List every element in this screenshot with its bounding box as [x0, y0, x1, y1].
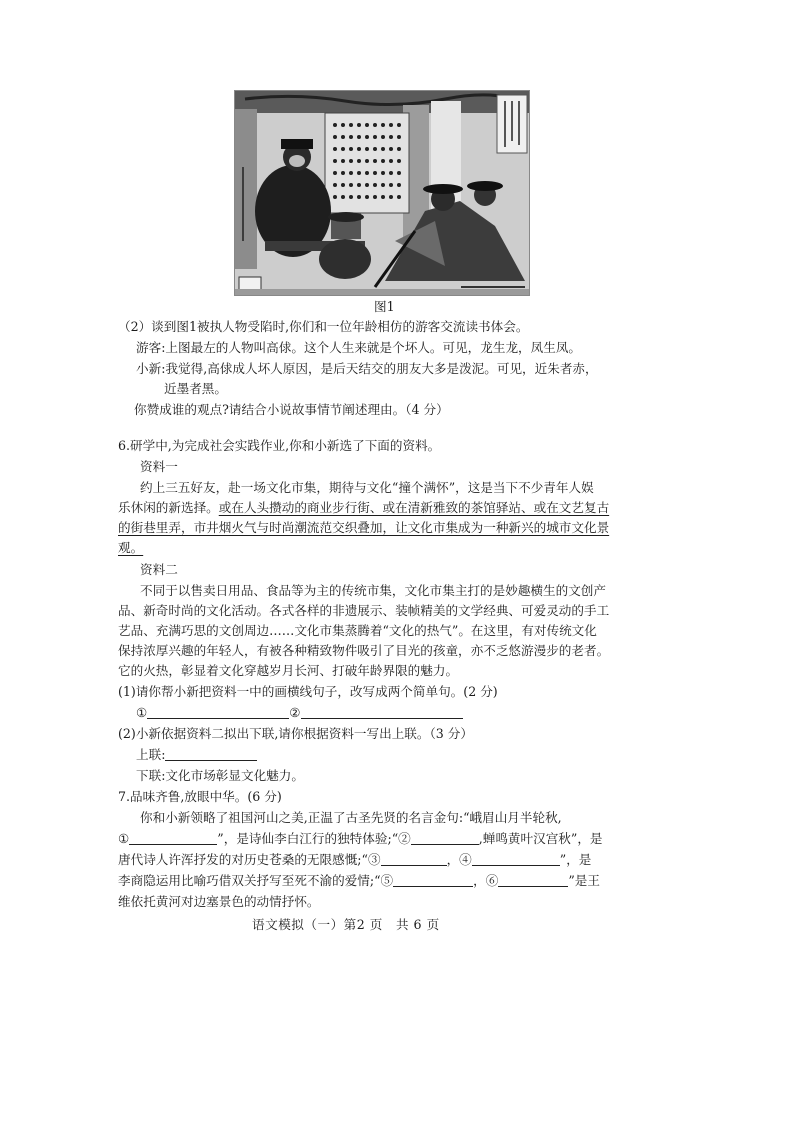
q6-sub1-prompt: (1)请你帮小新把资料一中的画横线句子，改写成两个简单句。(2 分) [118, 684, 498, 699]
q7-text: ”是王 [568, 873, 600, 888]
q5-2-tourist-view: 游客:上图最左的人物叫高俅。这个人生来就是个坏人。可见，龙生龙，凤生凤。 [136, 340, 582, 355]
woodcut-scene-image [235, 91, 530, 296]
answer-blank-2[interactable] [301, 705, 463, 719]
q6-lower-couplet: 下联:文化市场彰显文化魅力。 [136, 768, 304, 783]
q5-2-xiaoxin-view-cont: 近墨者黑。 [164, 381, 227, 396]
q7-text-row [118, 830, 603, 848]
q5-2-prompt: （2）谈到图1被执人物受陷时,你们和一位年龄相仿的游客交流读书体会。 [118, 319, 529, 334]
q6-material2-text: 品、新奇时尚的文化活动。各式各样的非遗展示、装帧精美的文学经典、可爱灵动的手工 [118, 603, 610, 618]
figure-caption: 图1 [374, 299, 395, 314]
page-footer: 语文模拟（一）第2 页 共 6 页 [252, 917, 440, 932]
q6-material1-plain: 乐休闲的新选择。 [118, 500, 219, 515]
q6-material1-underlined: 或在人头攒动的商业步行街、或在清新雅致的茶馆驿站、或在文艺复古 [218, 500, 610, 515]
q6-title: 6.研学中,为完成社会实践作业,你和小新选了下面的资料。 [118, 438, 441, 453]
answer-blank-1[interactable] [147, 705, 289, 719]
poem-blank-6[interactable] [498, 873, 568, 887]
poem-blank-4[interactable] [472, 852, 560, 866]
q7-text-row [118, 851, 591, 869]
q7-text: 维依托黄河对边塞景色的动情抒怀。 [118, 894, 320, 909]
q7-text: ”，是诗仙李白江行的独特体验;“② [217, 831, 411, 846]
q7-text: ，⑥ [473, 873, 499, 888]
poem-blank-1[interactable] [129, 831, 217, 845]
q6-material2-text: 不同于以售卖日用品、食品等为主的传统市集，文化市集主打的是妙趣横生的文创产 [140, 583, 606, 598]
poem-blank-5[interactable] [393, 873, 473, 887]
q6-material1-underlined: 的街巷里弄，市井烟火气与时尚潮流范交织叠加，让文化市集成为一种新兴的城市文化景 [118, 520, 610, 535]
answer-marker-2: ② [289, 705, 301, 720]
q7-text: ,蝉鸣黄叶汉宫秋”，是 [478, 831, 603, 846]
q6-sub1-answer-row [136, 704, 463, 722]
q6-material2-label: 资料二 [140, 562, 178, 577]
blank-marker-1: ① [118, 831, 130, 846]
q7-text: 唐代诗人许浑抒发的对历史苍桑的无限感慨;“③ [118, 852, 381, 867]
q6-material1-label: 资料一 [140, 459, 178, 474]
q6-material2-text: 它的火热，彰显着文化穿越岁月长河、打破年龄界限的魅力。 [118, 663, 459, 678]
poem-blank-3[interactable] [381, 852, 447, 866]
q7-text-row [118, 872, 600, 890]
q6-upper-couplet-row [136, 746, 257, 764]
q6-material2-text: 保持浓厚兴趣的年轻人，有被各种精致物件吸引了目光的孩童，亦不乏悠游漫步的老者。 [118, 643, 610, 658]
upper-couplet-blank[interactable] [165, 747, 257, 761]
q6-material1-underlined: 观。 [118, 540, 144, 555]
q5-2-xiaoxin-view: 小新:我觉得,高俅成人坏人原因，是后天结交的朋友大多是泼泥。可见，近朱者赤， [136, 361, 598, 376]
q6-material1-text: 约上三五好友，赴一场文化市集，期待与文化“撞个满怀”，这是当下不少青年人娱 [140, 480, 594, 495]
q7-title: 7.品味齐鲁,放眼中华。(6 分) [118, 789, 282, 804]
q6-material2-text: 艺品、充满巧思的文创周边……文化市集蒸腾着“文化的热气”。在这里，有对传统文化 [118, 623, 597, 638]
figure-1-illustration [234, 90, 530, 296]
q6-sub2-prompt: (2)小新依据资料二拟出下联,请你根据资料一写出上联。（3 分） [118, 726, 473, 741]
upper-couplet-label: 上联: [136, 747, 166, 762]
q7-text: 李商隐运用比喻巧借双关抒写至死不渝的爱情;“⑤ [118, 873, 394, 888]
q7-text: ，④ [446, 852, 472, 867]
poem-blank-2[interactable] [411, 831, 479, 845]
q5-2-question: 你赞成谁的观点?请结合小说故事情节阐述理由。（4 分） [134, 402, 449, 417]
q7-text: 你和小新领略了祖国河山之美,正温了古圣先贤的名言金句:“峨眉山月半轮秋, [140, 810, 562, 825]
answer-marker-1: ① [136, 705, 148, 720]
q6-material1-text [118, 499, 609, 517]
q7-text: ”，是 [559, 852, 592, 867]
